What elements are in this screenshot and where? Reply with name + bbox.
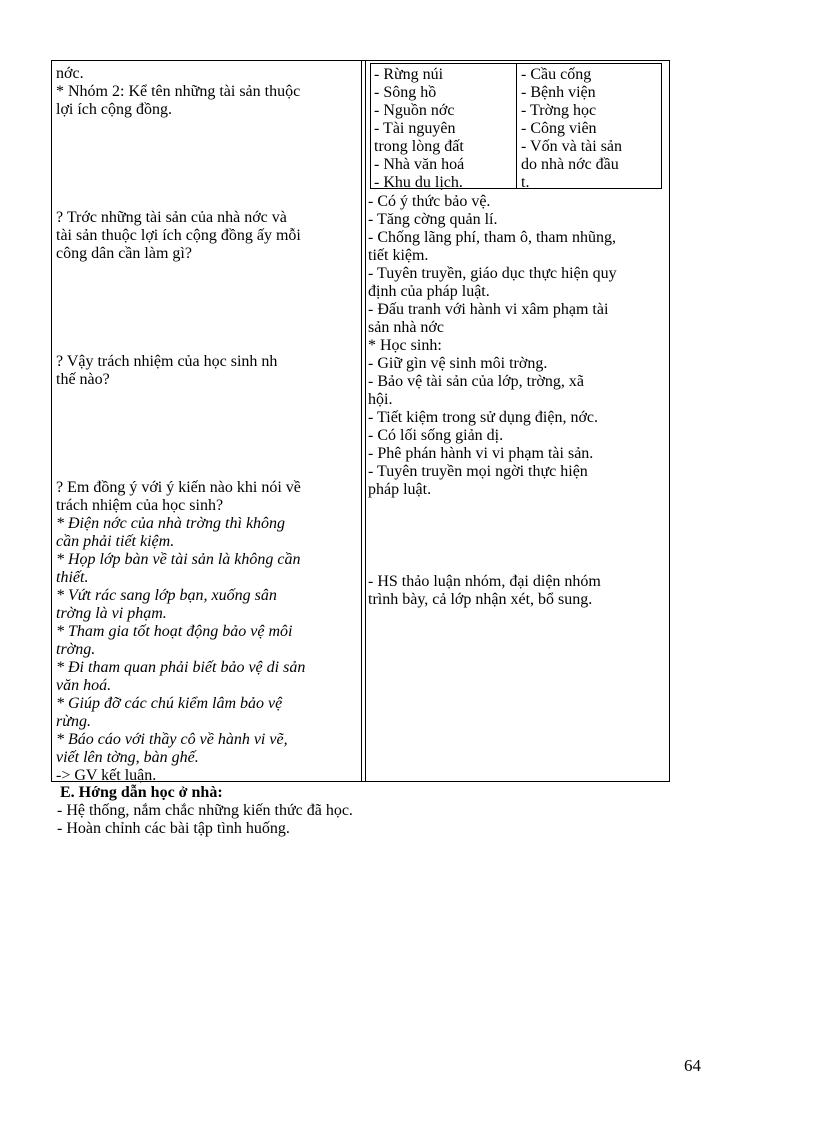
- left-text-line: lợi ích cộng đồng.: [56, 101, 172, 118]
- answer-line: - Tuyên truyền mọi ngời thực hiện: [368, 463, 588, 480]
- conclusion-line: -> GV kết luận.: [56, 767, 157, 784]
- homework-item: - Hoàn chỉnh các bài tập tình huống.: [57, 820, 290, 837]
- answer-line: * Học sinh:: [368, 337, 442, 354]
- asset-item: trong lòng đất: [374, 138, 464, 155]
- question-line: tài sản thuộc lợi ích cộng đồng ấy mỗi: [56, 227, 301, 244]
- asset-item: - Cầu cống: [521, 66, 592, 83]
- answer-line: trình bày, cả lớp nhận xét, bổ sung.: [368, 591, 593, 608]
- asset-item: - Nhà văn hoá: [374, 156, 465, 173]
- answer-line: - Tăng cờng quản lí.: [368, 211, 498, 228]
- asset-item: - Trờng học: [521, 102, 597, 119]
- answer-line: định của pháp luật.: [368, 283, 490, 300]
- page-number: 64: [684, 1056, 701, 1075]
- left-text-line: nớc.: [56, 65, 84, 82]
- answer-line: - Tuyên truyền, giáo dục thực hiện quy: [368, 265, 617, 282]
- asset-item: - Tài nguyên: [374, 120, 456, 137]
- question-line: thế nào?: [56, 371, 110, 388]
- answer-line: - Chống lãng phí, tham ô, tham nhũng,: [368, 229, 616, 246]
- answer-line: pháp luật.: [368, 481, 432, 498]
- opinion-line: văn hoá.: [56, 677, 112, 694]
- answer-line: - Giữ gìn vệ sinh môi trờng.: [368, 355, 548, 372]
- asset-item: - Bệnh viện: [521, 84, 596, 101]
- opinion-line: * Vứt rác sang lớp bạn, xuống sân: [56, 587, 277, 604]
- answer-line: - HS thảo luận nhóm, đại diện nhóm: [368, 573, 601, 590]
- opinion-line: trờng.: [56, 641, 96, 658]
- opinion-line: viết lên tờng, bàn ghế.: [56, 749, 199, 766]
- asset-item: t.: [521, 174, 530, 191]
- homework-heading: E. Hớng dẫn học ở nhà:: [60, 784, 223, 801]
- answer-line: tiết kiệm.: [368, 247, 429, 264]
- question-line: ? Em đồng ý với ý kiến nào khi nói về: [56, 479, 301, 496]
- asset-item: - Nguồn nớc: [374, 102, 455, 119]
- homework-item: - Hệ thống, nắm chắc những kiến thức đã học.: [57, 802, 353, 819]
- lesson-table: [51, 60, 670, 782]
- answer-line: - Tiết kiệm trong sử dụng điện, nớc.: [368, 409, 599, 426]
- answer-line: - Phê phán hành vi vi phạm tài sản.: [368, 445, 594, 462]
- answer-line: - Có lối sống giản dị.: [368, 427, 504, 444]
- asset-item: - Công viên: [521, 120, 597, 137]
- opinion-line: * Giúp đỡ các chú kiểm lâm bảo vệ: [56, 695, 283, 712]
- question-line: ? Vậy trách nhiệm của học sinh nh: [56, 353, 278, 370]
- left-text-line: * Nhóm 2: Kể tên những tài sản thuộc: [56, 83, 301, 100]
- opinion-line: rừng.: [56, 713, 91, 730]
- opinion-line: * Tham gia tốt hoạt động bảo vệ môi: [56, 623, 293, 640]
- assets-inner-table: [370, 63, 662, 189]
- answer-line: sản nhà nớc: [368, 319, 444, 336]
- answer-line: - Bảo vệ tài sản của lớp, trờng, xã: [368, 373, 584, 390]
- column-divider: [361, 61, 362, 781]
- answer-line: - Đấu tranh với hành vi xâm phạm tài: [368, 301, 609, 318]
- opinion-line: * Điện nớc của nhà trờng thì không: [56, 515, 286, 532]
- question-line: công dân cần làm gì?: [56, 245, 192, 262]
- asset-item: - Rừng núi: [374, 66, 444, 83]
- answer-line: hội.: [368, 391, 393, 408]
- opinion-line: * Đi tham quan phải biết bảo vệ di sản: [56, 659, 306, 676]
- opinion-line: thiết.: [56, 569, 89, 586]
- inner-column-divider: [516, 64, 517, 188]
- asset-item: - Sông hồ: [374, 84, 437, 101]
- answer-line: - Có ý thức bảo vệ.: [368, 193, 491, 210]
- opinion-line: cần phải tiết kiệm.: [56, 533, 175, 550]
- asset-item: - Vốn và tài sản: [521, 138, 623, 155]
- question-line: ? Trớc những tài sản của nhà nớc và: [56, 209, 287, 226]
- asset-item: do nhà nớc đầu: [521, 156, 619, 173]
- asset-item: - Khu du lịch.: [374, 174, 463, 191]
- column-divider-double: [365, 61, 366, 781]
- opinion-line: * Họp lớp bàn về tài sản là không cần: [56, 551, 301, 568]
- question-line: trách nhiệm của học sinh?: [56, 497, 224, 514]
- opinion-line: trờng là vi phạm.: [56, 605, 167, 622]
- opinion-line: * Báo cáo với thầy cô về hành vi vẽ,: [56, 731, 288, 748]
